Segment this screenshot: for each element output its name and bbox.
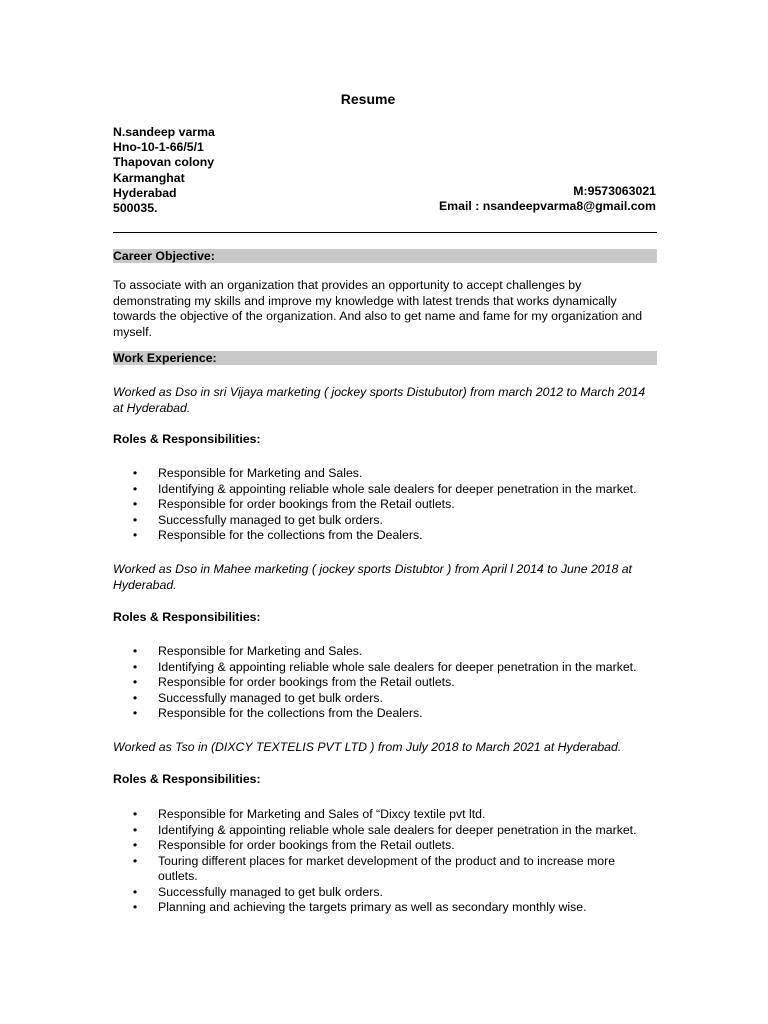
list-item <box>113 482 658 498</box>
roles-list <box>113 807 658 916</box>
contact-block <box>439 184 656 214</box>
role-text: Successfully managed to get bulk orders. <box>158 690 383 705</box>
list-item <box>113 854 658 885</box>
bullet-icon: • <box>132 466 138 480</box>
job-summary: Worked as Dso in Mahee marketing ( jockey sports Distubtor ) from April l 2014 to June 2018 at Hyderabad. <box>113 562 632 592</box>
bullet-icon: • <box>132 528 138 542</box>
list-item <box>113 900 658 916</box>
role-text: Identifying & appointing reliable whole sale dealers for deeper penetration in the market. <box>158 822 637 837</box>
bullet-icon: • <box>132 481 138 496</box>
role-text: Identifying & appointing reliable whole sale dealers for deeper penetration in the market. <box>158 481 637 496</box>
roles-heading: Roles & Responsibilities: <box>113 610 261 624</box>
email-address: Email : nsandeepvarma8@gmail.com <box>438 199 656 214</box>
roles-list <box>113 644 658 722</box>
role-text: Responsible for Marketing and Sales. <box>158 466 363 480</box>
bullet-icon: • <box>132 706 138 720</box>
list-item <box>113 691 658 707</box>
role-text: Identifying & appointing reliable whole sale dealers for deeper penetration in the market. <box>158 659 637 674</box>
role-text: Responsible for order bookings from the Retail outlets. <box>158 675 455 689</box>
list-item <box>113 528 658 544</box>
role-text: Responsible for Marketing and Sales of “Dixcy textile pvt ltd. <box>158 807 486 821</box>
bullet-icon: • <box>132 497 138 511</box>
mobile-number: M:9573063021 <box>573 184 656 198</box>
header-divider <box>113 232 657 233</box>
job-summary: Worked as Dso in sri Vijaya marketing ( jockey sports Distubutor) from march 2012 to March 2014 at Hyderabad. <box>113 385 646 415</box>
address-line: 500035. <box>113 200 158 215</box>
bullet-icon: • <box>132 512 138 527</box>
roles-heading: Roles & Responsibilities: <box>113 432 261 446</box>
address-block <box>113 125 215 216</box>
address-line: Hno-10-1-66/5/1 <box>113 140 204 155</box>
career-objective-text: To associate with an organization that provides an opportunity to accept challenges by demonstrating my skills and improve my knowledge with latest trends that works dynamically towards the objective of the organization. And also to get name and fame for my organization and myself. <box>113 278 643 339</box>
list-item <box>113 838 658 854</box>
bullet-icon: • <box>132 807 138 821</box>
role-text: Responsible for the collections from the Dealers. <box>158 706 423 720</box>
address-line: Hyderabad <box>113 185 177 200</box>
role-text: Responsible for the collections from the Dealers. <box>158 528 423 542</box>
list-item <box>113 807 658 823</box>
list-item <box>113 466 658 482</box>
roles-heading: Roles & Responsibilities: <box>113 772 261 786</box>
list-item <box>113 644 658 660</box>
role-text: Responsible for Marketing and Sales. <box>158 644 363 658</box>
work-experience-heading: Work Experience: <box>113 351 657 365</box>
bullet-icon: • <box>132 659 138 674</box>
job-summary: Worked as Tso in (DIXCY TEXTELIS PVT LTD ) from July 2018 to March 2021 at Hyderabad. <box>113 740 622 754</box>
role-text: Successfully managed to get bulk orders. <box>158 884 383 899</box>
bullet-icon: • <box>132 838 138 852</box>
list-item <box>113 675 658 691</box>
address-line: Karmanghat <box>113 170 185 185</box>
list-item <box>113 885 658 901</box>
bullet-icon: • <box>132 853 138 868</box>
bullet-icon: • <box>132 690 138 705</box>
role-text: Planning and achieving the targets primary as well as secondary monthly wise. <box>158 900 587 914</box>
bullet-icon: • <box>132 822 138 837</box>
career-objective-heading: Career Objective: <box>113 249 657 263</box>
list-item <box>113 660 658 676</box>
roles-list <box>113 466 658 544</box>
document-title: Resume <box>340 91 396 107</box>
candidate-name: N.sandeep varma <box>113 125 215 139</box>
bullet-icon: • <box>132 675 138 689</box>
bullet-icon: • <box>132 644 138 658</box>
list-item <box>113 513 658 529</box>
role-text: Successfully managed to get bulk orders. <box>158 512 383 527</box>
list-item <box>113 497 658 513</box>
list-item <box>113 823 658 839</box>
address-line: Thapovan colony <box>113 155 215 170</box>
role-text: Responsible for order bookings from the Retail outlets. <box>158 838 455 852</box>
bullet-icon: • <box>132 900 138 914</box>
role-text: Responsible for order bookings from the Retail outlets. <box>158 497 455 511</box>
role-text: Touring different places for market development of the product and to increase more outlets. <box>158 853 616 883</box>
bullet-icon: • <box>132 884 138 899</box>
list-item <box>113 706 658 722</box>
